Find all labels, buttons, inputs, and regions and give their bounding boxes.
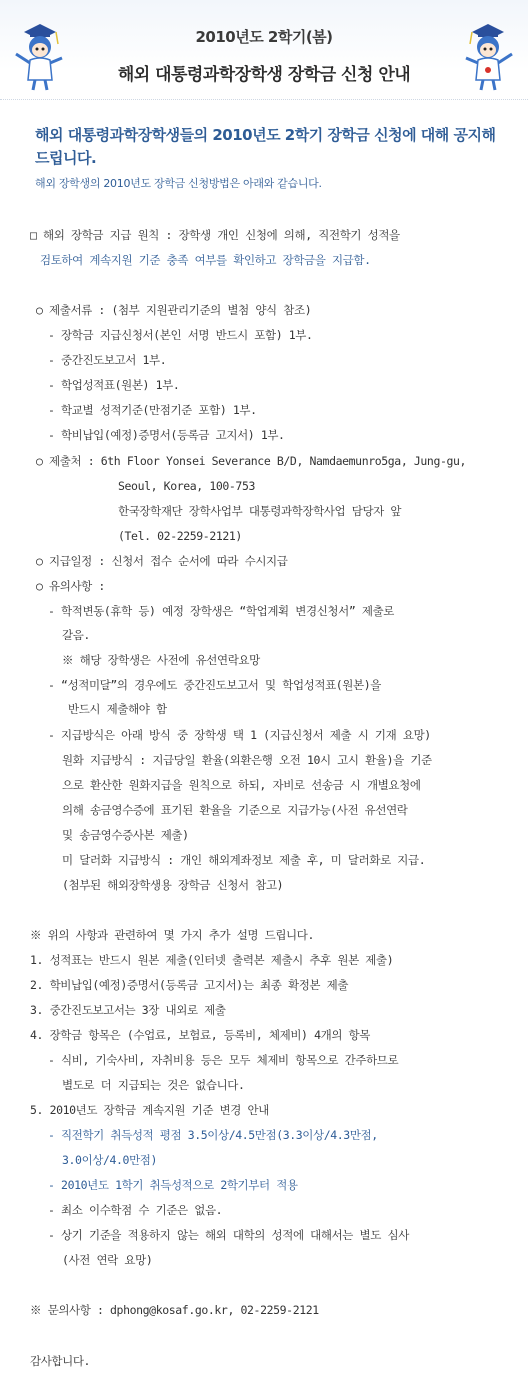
document-item: - 학교별 성적기준(만점기준 포함) 1부. [48,403,257,417]
criteria-item: (사전 연락 요망) [62,1253,153,1267]
principle-line-2: 검토하여 계속지원 기준 충족 여부를 확인하고 장학금을 지급함. [40,253,371,267]
note-item: 으로 환산한 원화지급을 원칙으로 하되, 자비로 선송금 시 개별요청에 [62,778,421,792]
submit-address-line: Seoul, Korea, 100-753 [118,479,255,493]
document-item: - 학업성적표(원본) 1부. [48,378,180,392]
intro-heading: 해외 대통령과학장학생들의 2010년도 2학기 장학금 신청에 대해 공지해 드립니다. [35,126,496,167]
note-item: 갈음. [62,628,90,642]
criteria-item: - 2010년도 1학기 취득성적으로 2학기부터 적용 [48,1178,298,1192]
criteria-item: - 최소 이수학점 수 기준은 없음. [48,1203,223,1217]
criteria-item: - 직전학기 취득성적 평점 3.5이상/4.5만점(3.3이상/4.3만점, [48,1128,378,1142]
additional-item: - 식비, 기숙사비, 자취비용 등은 모두 체제비 항목으로 간주하므로 [48,1053,399,1067]
document-item: - 중간진도보고서 1부. [48,353,167,367]
notes-heading: ○ 유의사항 : [36,579,105,593]
additional-item: 5. 2010년도 장학금 계속지원 기준 변경 안내 [30,1103,269,1117]
document-item: - 장학금 지급신청서(본인 서명 반드시 포함) 1부. [48,328,313,342]
additional-item: 별도로 더 지급되는 것은 없습니다. [62,1078,245,1092]
principle-line-1: □ 해외 장학금 지급 원칙 : 장학생 개인 신청에 의해, 직전학기 성적을 [30,228,400,242]
document-item: - 학비납입(예정)증명서(등록금 고지서) 1부. [48,428,285,442]
note-item: 및 송금영수증사본 제출) [62,828,189,842]
notice-header [0,0,528,100]
payment-schedule: ○ 지급일정 : 신청서 접수 순서에 따라 수시지급 [36,554,288,568]
note-item: - 지급방식은 아래 방식 중 장학생 택 1 (지급신청서 제출 시 기재 요망) [48,728,431,742]
note-item: ※ 해당 장학생은 사전에 유선연락요망 [62,653,260,667]
submit-phone: (Tel. 02-2259-2121) [118,529,242,543]
header-subtitle: 2010년도 2학기(봄) [195,28,333,46]
note-item: 의해 송금영수증에 표기된 환율을 기준으로 지급가능(사전 유선연락 [62,803,408,817]
note-item: 미 달러화 지급방식 : 개인 해외계좌정보 제출 후, 미 달러화로 지급. [62,853,426,867]
page-title: 해외 대통령과학장학생 장학금 신청 안내 [117,65,411,85]
criteria-item: 3.0이상/4.0만점) [62,1153,158,1167]
note-item: - “성적미달”의 경우에도 중간진도보고서 및 학업성적표(원본)을 [48,678,381,692]
note-item: 원화 지급방식 : 지급당일 환율(외환은행 오전 10시 고시 환율)을 기준 [62,753,432,767]
note-item: (첨부된 해외장학생용 장학금 신청서 참고) [62,878,284,892]
closing-text: 감사합니다. [30,1354,91,1368]
graduate-mascot-icon [462,20,518,92]
additional-item: 4. 장학금 항목은 (수업료, 보험료, 등록비, 체제비) 4개의 항목 [30,1028,370,1042]
contact-line: ※ 문의사항 : dphong@kosaf.go.kr, 02-2259-2121 [30,1303,319,1317]
intro-section [35,124,505,191]
note-item: 반드시 제출해야 함 [68,702,167,716]
submit-recipient: 한국장학재단 장학사업부 대통령과학장학사업 담당자 앞 [118,504,402,518]
criteria-item: - 상기 기준을 적용하지 않는 해외 대학의 성적에 대해서는 별도 심사 [48,1228,409,1242]
note-item: - 학적변동(휴학 등) 예정 장학생은 “학업계획 변경신청서” 제출로 [48,604,395,618]
additional-item: 3. 중간진도보고서는 3장 내외로 제출 [30,1003,226,1017]
additional-item: 1. 성적표는 반드시 원본 제출(인터넷 출력본 제출시 추후 원본 제출) [30,953,394,967]
documents-heading: ○ 제출서류 : (첨부 지원관리기준의 별첨 양식 참조) [36,303,312,317]
additional-item: 2. 학비납입(예정)증명서(등록금 고지서)는 최종 확정본 제출 [30,978,349,992]
submit-address-heading: ○ 제출처 : 6th Floor Yonsei Severance B/D, Namdaemunro5ga, Jung-gu, [36,454,467,468]
additional-heading: ※ 위의 사항과 관련하여 몇 가지 추가 설명 드립니다. [30,928,314,942]
intro-subtext: 해외 장학생의 2010년도 장학금 신청방법은 아래와 같습니다. [35,177,322,190]
